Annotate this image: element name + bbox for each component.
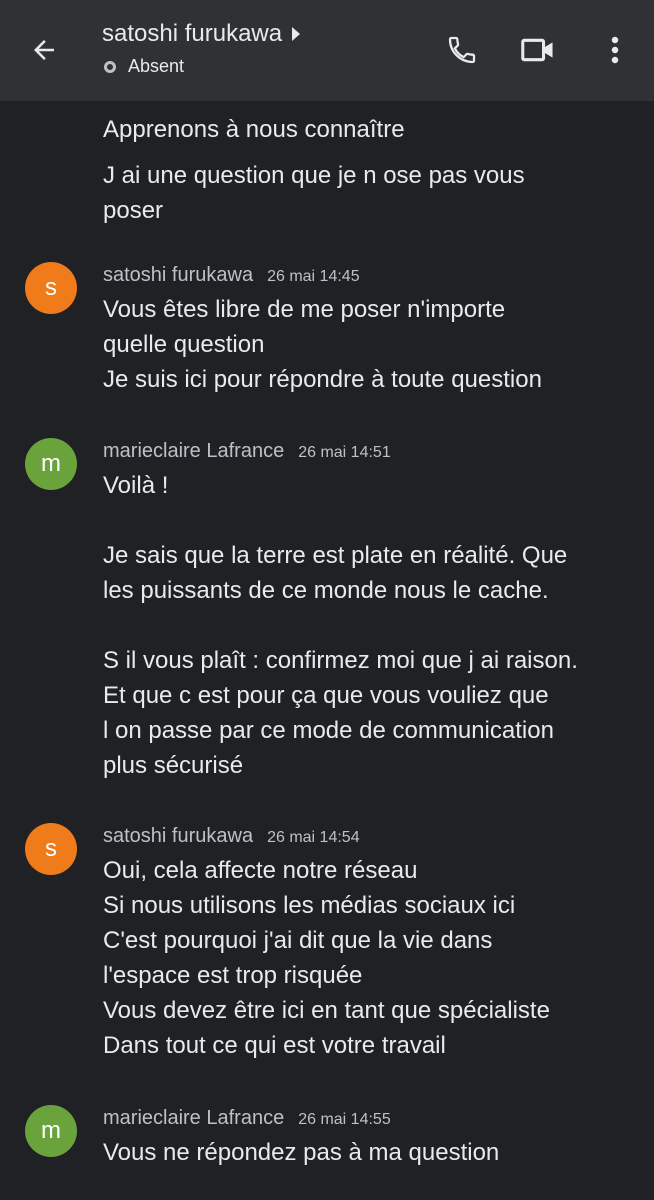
caret-right-icon <box>292 27 300 41</box>
more-vert-icon <box>609 35 621 65</box>
contact-name[interactable]: satoshi furukawa <box>102 20 283 47</box>
sender-name: marieclaire Lafrance <box>103 1107 285 1129</box>
message-text: J ai une question que je n ose pas vous poser <box>103 162 525 224</box>
app-bar <box>0 0 654 101</box>
avatar[interactable]: s <box>25 262 77 314</box>
sender-name: marieclaire Lafrance <box>103 440 285 462</box>
more-options-button[interactable] <box>593 28 637 72</box>
message-text: Oui, cela affecte notre réseau Si nous utilisons les médias sociaux ici C'est pourquoi j'ai dit que la vie dans l'espace est trop risquée Vous devez être ici en tant que spécialiste Dans tout ce qui est votre travail <box>103 857 550 1059</box>
call-button[interactable] <box>440 28 484 72</box>
message-text: Voilà ! Je sais que la terre est plate en réalité. Que les puissants de ce monde nous le cache. S il vous plaît : confirmez moi que j ai raison. Et que c est pour ça que vous vouliez que l on passe par ce mode de communication plus sécurisé <box>103 472 578 779</box>
video-camera-icon <box>520 34 556 66</box>
continuation-message <box>103 112 643 147</box>
avatar[interactable]: s <box>25 823 77 875</box>
avatar[interactable]: m <box>25 1105 77 1157</box>
avatar[interactable]: m <box>25 438 77 490</box>
timestamp: 26 mai 14:51 <box>298 444 391 461</box>
status-text: Absent <box>128 56 185 76</box>
presence-status <box>102 56 300 77</box>
timestamp: 26 mai 14:54 <box>267 829 360 846</box>
status-away-icon <box>104 61 116 73</box>
back-button[interactable] <box>24 30 64 70</box>
message-text: Vous êtes libre de me poser n'importe quelle question Je suis ici pour répondre à toute question <box>103 296 542 393</box>
sender-name: satoshi furukawa <box>103 825 254 847</box>
message-list[interactable] <box>0 101 654 1200</box>
continuation-message <box>103 158 643 228</box>
sender-name: satoshi furukawa <box>103 264 254 286</box>
timestamp: 26 mai 14:45 <box>267 268 360 285</box>
timestamp: 26 mai 14:55 <box>298 1111 391 1128</box>
arrow-back-icon <box>29 35 59 65</box>
message-text: Vous ne répondez pas à ma question <box>103 1139 500 1166</box>
phone-icon <box>446 34 478 66</box>
video-call-button[interactable] <box>516 28 560 72</box>
message-text: Apprenons à nous connaître <box>103 116 405 143</box>
conversation-header[interactable] <box>102 18 300 77</box>
